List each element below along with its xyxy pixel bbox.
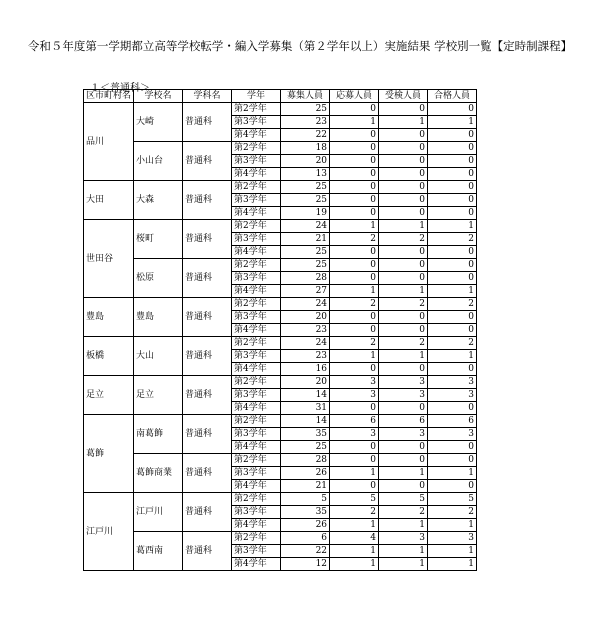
school-name-cell: 桜町 (134, 220, 183, 259)
applicants-cell: 0 (330, 246, 379, 259)
examinees-cell: 0 (379, 402, 428, 415)
applicants-cell: 2 (330, 506, 379, 519)
recruit-cell: 25 (281, 103, 330, 116)
grade-cell: 第2学年 (232, 181, 281, 194)
examinees-cell: 0 (379, 142, 428, 155)
grade-cell: 第4学年 (232, 129, 281, 142)
examinees-cell: 1 (379, 285, 428, 298)
grade-cell: 第2学年 (232, 103, 281, 116)
passed-cell: 0 (428, 155, 477, 168)
grade-cell: 第4学年 (232, 519, 281, 532)
page-title: 令和５年度第一学期都立高等学校転学・編入学募集（第２学年以上）実施結果 学校別一覧【定時制課程】 (27, 39, 573, 53)
recruit-cell: 20 (281, 376, 330, 389)
passed-cell: 0 (428, 259, 477, 272)
passed-cell: 0 (428, 324, 477, 337)
applicants-cell: 5 (330, 493, 379, 506)
recruit-cell: 25 (281, 441, 330, 454)
department-cell: 普通科 (183, 454, 232, 493)
grade-cell: 第3学年 (232, 233, 281, 246)
applicants-cell: 1 (330, 545, 379, 558)
passed-cell: 0 (428, 103, 477, 116)
header-recruit: 募集人員 (281, 90, 330, 103)
recruit-cell: 26 (281, 519, 330, 532)
passed-cell: 5 (428, 493, 477, 506)
grade-cell: 第4学年 (232, 168, 281, 181)
department-cell: 普通科 (183, 142, 232, 181)
municipality-cell: 足立 (84, 376, 134, 415)
school-name-cell: 豊島 (134, 298, 183, 337)
examinees-cell: 3 (379, 389, 428, 402)
recruit-cell: 26 (281, 467, 330, 480)
grade-cell: 第3学年 (232, 389, 281, 402)
table-row (84, 415, 477, 428)
table-row (84, 337, 477, 350)
department-cell: 普通科 (183, 103, 232, 142)
recruit-cell: 23 (281, 324, 330, 337)
passed-cell: 1 (428, 350, 477, 363)
municipality-cell: 世田谷 (84, 220, 134, 298)
examinees-cell: 0 (379, 155, 428, 168)
applicants-cell: 3 (330, 428, 379, 441)
recruit-cell: 21 (281, 233, 330, 246)
grade-cell: 第2学年 (232, 493, 281, 506)
table-header-row (84, 90, 477, 103)
header-municipality: 区市町村名 (84, 90, 134, 103)
examinees-cell: 1 (379, 220, 428, 233)
recruit-cell: 25 (281, 246, 330, 259)
passed-cell: 6 (428, 415, 477, 428)
recruit-cell: 27 (281, 285, 330, 298)
examinees-cell: 2 (379, 337, 428, 350)
table-row (84, 376, 477, 389)
applicants-cell: 0 (330, 272, 379, 285)
grade-cell: 第3学年 (232, 116, 281, 129)
school-name-cell: 大森 (134, 181, 183, 220)
recruit-cell: 18 (281, 142, 330, 155)
passed-cell: 1 (428, 220, 477, 233)
header-applicants: 応募人員 (330, 90, 379, 103)
applicants-cell: 0 (330, 311, 379, 324)
school-name-cell: 松原 (134, 259, 183, 298)
applicants-cell: 0 (330, 194, 379, 207)
table-row (84, 298, 477, 311)
municipality-cell: 江戸川 (84, 493, 134, 571)
recruit-cell: 31 (281, 402, 330, 415)
department-cell: 普通科 (183, 259, 232, 298)
applicants-cell: 0 (330, 480, 379, 493)
applicants-cell: 0 (330, 259, 379, 272)
examinees-cell: 1 (379, 519, 428, 532)
applicants-cell: 1 (330, 285, 379, 298)
municipality-cell: 板橋 (84, 337, 134, 376)
examinees-cell: 1 (379, 558, 428, 571)
examinees-cell: 0 (379, 454, 428, 467)
department-cell: 普通科 (183, 220, 232, 259)
examinees-cell: 6 (379, 415, 428, 428)
grade-cell: 第2学年 (232, 220, 281, 233)
examinees-cell: 0 (379, 441, 428, 454)
recruit-cell: 25 (281, 194, 330, 207)
passed-cell: 3 (428, 389, 477, 402)
passed-cell: 0 (428, 441, 477, 454)
recruit-cell: 20 (281, 155, 330, 168)
grade-cell: 第3学年 (232, 272, 281, 285)
passed-cell: 0 (428, 129, 477, 142)
recruit-cell: 12 (281, 558, 330, 571)
applicants-cell: 0 (330, 324, 379, 337)
table-row (84, 220, 477, 233)
recruit-cell: 24 (281, 337, 330, 350)
table-row (84, 493, 477, 506)
recruit-cell: 35 (281, 428, 330, 441)
grade-cell: 第4学年 (232, 363, 281, 376)
table-row (84, 142, 477, 155)
passed-cell: 1 (428, 285, 477, 298)
grade-cell: 第2学年 (232, 298, 281, 311)
passed-cell: 0 (428, 246, 477, 259)
passed-cell: 0 (428, 142, 477, 155)
examinees-cell: 0 (379, 311, 428, 324)
grade-cell: 第4学年 (232, 402, 281, 415)
applicants-cell: 1 (330, 220, 379, 233)
grade-cell: 第4学年 (232, 441, 281, 454)
recruit-cell: 23 (281, 350, 330, 363)
applicants-cell: 0 (330, 441, 379, 454)
applicants-cell: 0 (330, 402, 379, 415)
examinees-cell: 0 (379, 103, 428, 116)
grade-cell: 第3学年 (232, 467, 281, 480)
municipality-cell: 葛飾 (84, 415, 134, 493)
examinees-cell: 5 (379, 493, 428, 506)
passed-cell: 2 (428, 506, 477, 519)
applicants-cell: 2 (330, 233, 379, 246)
applicants-cell: 0 (330, 155, 379, 168)
section-label: １＜普通科＞ (90, 83, 150, 94)
passed-cell: 0 (428, 363, 477, 376)
examinees-cell: 3 (379, 428, 428, 441)
examinees-cell: 0 (379, 129, 428, 142)
passed-cell: 0 (428, 194, 477, 207)
applicants-cell: 0 (330, 207, 379, 220)
applicants-cell: 1 (330, 519, 379, 532)
table-row (84, 181, 477, 194)
applicants-cell: 0 (330, 181, 379, 194)
passed-cell: 2 (428, 298, 477, 311)
applicants-cell: 2 (330, 298, 379, 311)
department-cell: 普通科 (183, 298, 232, 337)
recruit-cell: 19 (281, 207, 330, 220)
school-name-cell: 大崎 (134, 103, 183, 142)
grade-cell: 第3学年 (232, 506, 281, 519)
recruit-cell: 16 (281, 363, 330, 376)
examinees-cell: 0 (379, 272, 428, 285)
passed-cell: 3 (428, 532, 477, 545)
applicants-cell: 1 (330, 350, 379, 363)
passed-cell: 0 (428, 454, 477, 467)
passed-cell: 1 (428, 545, 477, 558)
passed-cell: 1 (428, 116, 477, 129)
recruit-cell: 14 (281, 389, 330, 402)
applicants-cell: 0 (330, 168, 379, 181)
examinees-cell: 1 (379, 467, 428, 480)
recruit-cell: 28 (281, 272, 330, 285)
recruit-cell: 23 (281, 116, 330, 129)
passed-cell: 0 (428, 181, 477, 194)
passed-cell: 1 (428, 467, 477, 480)
school-name-cell: 葛飾商業 (134, 454, 183, 493)
department-cell: 普通科 (183, 415, 232, 454)
passed-cell: 0 (428, 480, 477, 493)
recruit-cell: 22 (281, 545, 330, 558)
department-cell: 普通科 (183, 532, 232, 571)
passed-cell: 0 (428, 168, 477, 181)
header-passed: 合格人員 (428, 90, 477, 103)
table-row (84, 454, 477, 467)
header-examinees: 受検人員 (379, 90, 428, 103)
school-name-cell: 江戸川 (134, 493, 183, 532)
results-table (83, 89, 477, 571)
examinees-cell: 0 (379, 480, 428, 493)
passed-cell: 3 (428, 428, 477, 441)
grade-cell: 第2学年 (232, 142, 281, 155)
applicants-cell: 6 (330, 415, 379, 428)
grade-cell: 第4学年 (232, 285, 281, 298)
grade-cell: 第2学年 (232, 415, 281, 428)
recruit-cell: 20 (281, 311, 330, 324)
passed-cell: 0 (428, 311, 477, 324)
examinees-cell: 3 (379, 532, 428, 545)
municipality-cell: 大田 (84, 181, 134, 220)
examinees-cell: 3 (379, 376, 428, 389)
recruit-cell: 24 (281, 220, 330, 233)
applicants-cell: 1 (330, 116, 379, 129)
grade-cell: 第3学年 (232, 311, 281, 324)
grade-cell: 第4学年 (232, 207, 281, 220)
applicants-cell: 3 (330, 376, 379, 389)
recruit-cell: 13 (281, 168, 330, 181)
applicants-cell: 1 (330, 558, 379, 571)
recruit-cell: 6 (281, 532, 330, 545)
examinees-cell: 0 (379, 246, 428, 259)
recruit-cell: 25 (281, 259, 330, 272)
grade-cell: 第4学年 (232, 558, 281, 571)
grade-cell: 第2学年 (232, 454, 281, 467)
grade-cell: 第3学年 (232, 545, 281, 558)
header-school: 学校名 (134, 90, 183, 103)
recruit-cell: 24 (281, 298, 330, 311)
passed-cell: 0 (428, 207, 477, 220)
recruit-cell: 5 (281, 493, 330, 506)
grade-cell: 第2学年 (232, 337, 281, 350)
applicants-cell: 2 (330, 337, 379, 350)
examinees-cell: 2 (379, 506, 428, 519)
table-body (84, 103, 477, 571)
examinees-cell: 0 (379, 324, 428, 337)
grade-cell: 第2学年 (232, 532, 281, 545)
examinees-cell: 0 (379, 194, 428, 207)
grade-cell: 第3学年 (232, 428, 281, 441)
examinees-cell: 2 (379, 233, 428, 246)
passed-cell: 2 (428, 233, 477, 246)
grade-cell: 第3学年 (232, 155, 281, 168)
department-cell: 普通科 (183, 337, 232, 376)
department-cell: 普通科 (183, 181, 232, 220)
examinees-cell: 1 (379, 116, 428, 129)
applicants-cell: 1 (330, 467, 379, 480)
table-row (84, 259, 477, 272)
table-row (84, 103, 477, 116)
examinees-cell: 0 (379, 259, 428, 272)
recruit-cell: 35 (281, 506, 330, 519)
recruit-cell: 28 (281, 454, 330, 467)
recruit-cell: 25 (281, 181, 330, 194)
recruit-cell: 14 (281, 415, 330, 428)
applicants-cell: 3 (330, 389, 379, 402)
department-cell: 普通科 (183, 493, 232, 532)
grade-cell: 第2学年 (232, 376, 281, 389)
grade-cell: 第3学年 (232, 194, 281, 207)
examinees-cell: 1 (379, 545, 428, 558)
table-row (84, 532, 477, 545)
municipality-cell: 品川 (84, 103, 134, 181)
examinees-cell: 0 (379, 363, 428, 376)
applicants-cell: 0 (330, 103, 379, 116)
examinees-cell: 2 (379, 298, 428, 311)
grade-cell: 第3学年 (232, 350, 281, 363)
school-name-cell: 足立 (134, 376, 183, 415)
grade-cell: 第4学年 (232, 480, 281, 493)
school-name-cell: 葛西南 (134, 532, 183, 571)
applicants-cell: 0 (330, 454, 379, 467)
department-cell: 普通科 (183, 376, 232, 415)
grade-cell: 第4学年 (232, 246, 281, 259)
school-name-cell: 小山台 (134, 142, 183, 181)
header-grade: 学年 (232, 90, 281, 103)
applicants-cell: 0 (330, 142, 379, 155)
grade-cell: 第2学年 (232, 259, 281, 272)
passed-cell: 0 (428, 272, 477, 285)
applicants-cell: 4 (330, 532, 379, 545)
examinees-cell: 0 (379, 181, 428, 194)
municipality-cell: 豊島 (84, 298, 134, 337)
examinees-cell: 1 (379, 350, 428, 363)
passed-cell: 3 (428, 376, 477, 389)
school-name-cell: 大山 (134, 337, 183, 376)
header-department: 学科名 (183, 90, 232, 103)
grade-cell: 第4学年 (232, 324, 281, 337)
passed-cell: 1 (428, 558, 477, 571)
examinees-cell: 0 (379, 168, 428, 181)
passed-cell: 1 (428, 519, 477, 532)
recruit-cell: 21 (281, 480, 330, 493)
recruit-cell: 22 (281, 129, 330, 142)
examinees-cell: 0 (379, 207, 428, 220)
applicants-cell: 0 (330, 363, 379, 376)
passed-cell: 2 (428, 337, 477, 350)
school-name-cell: 南葛飾 (134, 415, 183, 454)
applicants-cell: 0 (330, 129, 379, 142)
passed-cell: 0 (428, 402, 477, 415)
